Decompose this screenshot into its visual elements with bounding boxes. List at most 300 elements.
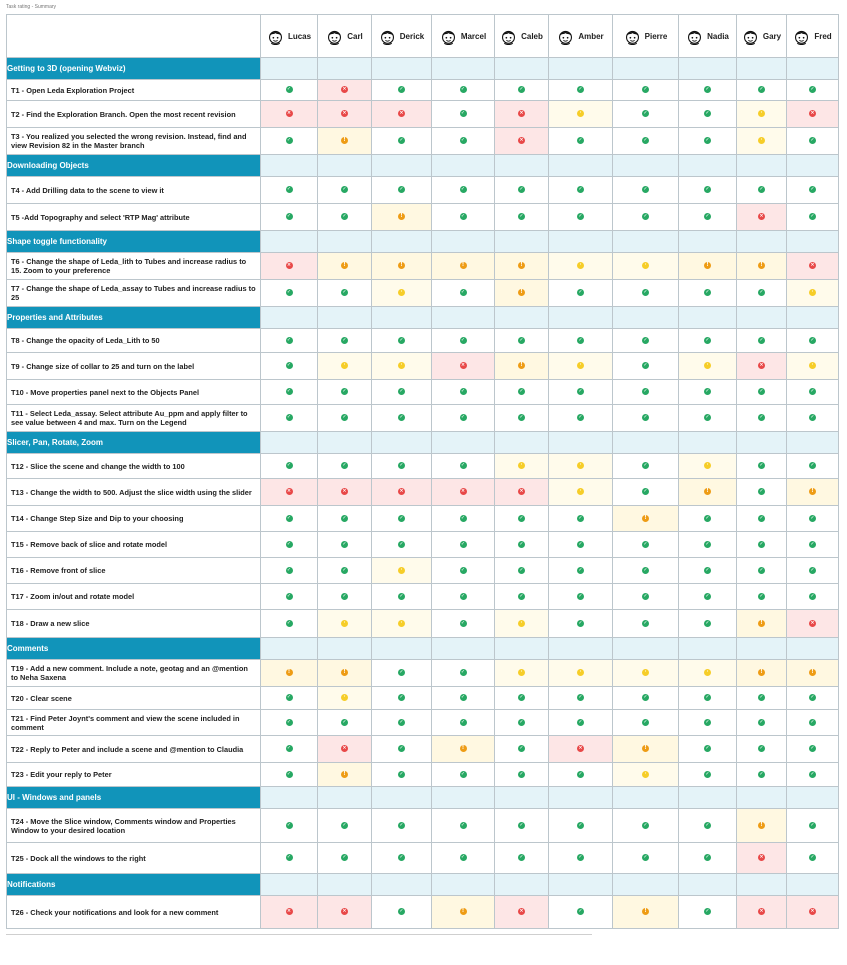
participant-name: Nadia <box>707 31 729 41</box>
rating-cell-caleb <box>495 177 549 204</box>
section-spacer-cell <box>737 58 787 80</box>
pass-status-icon: ✓ <box>759 186 764 193</box>
pass-status-icon: ✓ <box>519 414 524 421</box>
task-row <box>7 809 839 843</box>
participant-header <box>432 28 494 45</box>
rating-cell-nadia <box>679 204 737 231</box>
pass-status-icon: ✓ <box>519 213 524 220</box>
pass-status-icon: ✓ <box>705 414 710 421</box>
minor-status-icon: · <box>577 669 584 676</box>
rating-cell-carl <box>318 710 372 736</box>
section-title: UI - Windows and panels <box>7 787 261 809</box>
pass-status-icon: ✓ <box>759 694 764 701</box>
warn-status-icon: ! <box>642 515 649 522</box>
rating-cell-fred <box>787 896 839 929</box>
rating-cell-pierre <box>613 896 679 929</box>
rating-cell-caleb <box>495 280 549 307</box>
rating-cell-derick <box>372 380 432 405</box>
rating-cell-lucas <box>261 353 318 380</box>
minor-status-icon: · <box>341 362 348 369</box>
minor-status-icon: · <box>642 771 649 778</box>
task-label: T12 - Slice the scene and change the width to 100 <box>7 454 261 479</box>
rating-cell-carl <box>318 809 372 843</box>
minor-status-icon: · <box>704 669 711 676</box>
pass-status-icon: ✓ <box>519 592 524 599</box>
rating-cell-pierre <box>613 506 679 532</box>
task-label: T7 - Change the shape of Leda_assay to Tubes and increase radius to 25 <box>7 280 261 307</box>
rating-cell-lucas <box>261 843 318 874</box>
rating-cell-lucas <box>261 177 318 204</box>
avatar-icon <box>686 28 703 45</box>
pass-status-icon: ✓ <box>286 289 292 296</box>
rating-cell-pierre <box>613 101 679 128</box>
warn-status-icon: ! <box>704 262 711 269</box>
warn-status-icon: ! <box>758 822 765 829</box>
rating-cell-nadia <box>679 736 737 763</box>
fail-status-icon: × <box>810 619 815 626</box>
section-title: Downloading Objects <box>7 155 261 177</box>
section-row <box>7 787 839 809</box>
task-row <box>7 506 839 532</box>
rating-cell-marcel <box>432 736 495 763</box>
rating-cell-carl <box>318 687 372 710</box>
pass-status-icon: ✓ <box>460 540 466 547</box>
task-label: T25 - Dock all the windows to the right <box>7 843 261 874</box>
task-label: T1 - Open Leda Exploration Project <box>7 80 261 101</box>
rating-cell-pierre <box>613 558 679 584</box>
warn-status-icon: ! <box>642 908 649 915</box>
rating-cell-fred <box>787 177 839 204</box>
section-spacer-cell <box>613 874 679 896</box>
rating-cell-carl <box>318 454 372 479</box>
pass-status-icon: ✓ <box>705 908 710 915</box>
pass-status-icon: ✓ <box>286 514 292 521</box>
pass-status-icon: ✓ <box>759 592 764 599</box>
pass-status-icon: ✓ <box>399 854 404 861</box>
participant-header <box>372 28 431 45</box>
warn-status-icon: ! <box>341 137 348 144</box>
pass-status-icon: ✓ <box>519 186 524 193</box>
pass-status-icon: ✓ <box>643 110 648 117</box>
pass-status-icon: ✓ <box>286 414 292 421</box>
rating-cell-gary <box>737 843 787 874</box>
rating-cell-carl <box>318 506 372 532</box>
section-spacer-cell <box>737 638 787 660</box>
rating-cell-nadia <box>679 280 737 307</box>
rating-cell-carl <box>318 558 372 584</box>
rating-cell-amber <box>549 763 613 787</box>
rating-cell-lucas <box>261 479 318 506</box>
rating-cell-marcel <box>432 280 495 307</box>
pass-status-icon: ✓ <box>342 540 347 547</box>
rating-cell-lucas <box>261 896 318 929</box>
rating-cell-fred <box>787 353 839 380</box>
section-spacer-cell <box>495 307 549 329</box>
pass-status-icon: ✓ <box>342 186 347 193</box>
rating-cell-derick <box>372 558 432 584</box>
task-row <box>7 736 839 763</box>
rating-cell-carl <box>318 353 372 380</box>
rating-cell-carl <box>318 280 372 307</box>
pass-status-icon: ✓ <box>519 86 524 93</box>
fail-status-icon: × <box>810 110 815 117</box>
participant-name: Carl <box>347 31 363 41</box>
minor-status-icon: · <box>704 462 711 469</box>
rating-cell-lucas <box>261 101 318 128</box>
rating-cell-lucas <box>261 405 318 432</box>
rating-cell-caleb <box>495 80 549 101</box>
pass-status-icon: ✓ <box>399 86 404 93</box>
rating-cell-fred <box>787 736 839 763</box>
rating-cell-carl <box>318 80 372 101</box>
pass-status-icon: ✓ <box>643 854 648 861</box>
pass-status-icon: ✓ <box>643 540 648 547</box>
section-spacer-cell <box>495 58 549 80</box>
section-spacer-cell <box>318 874 372 896</box>
pass-status-icon: ✓ <box>460 514 466 521</box>
rating-cell-nadia <box>679 843 737 874</box>
section-spacer-cell <box>613 307 679 329</box>
warn-status-icon: ! <box>398 213 405 220</box>
pass-status-icon: ✓ <box>460 462 466 469</box>
rating-cell-pierre <box>613 177 679 204</box>
section-spacer-cell <box>261 58 318 80</box>
pass-status-icon: ✓ <box>460 770 466 777</box>
rating-cell-amber <box>549 380 613 405</box>
task-label: T10 - Move properties panel next to the Objects Panel <box>7 380 261 405</box>
minor-status-icon: · <box>704 362 711 369</box>
pass-status-icon: ✓ <box>286 566 292 573</box>
pass-status-icon: ✓ <box>705 770 710 777</box>
section-spacer-cell <box>432 231 495 253</box>
rating-cell-caleb <box>495 763 549 787</box>
rating-cell-gary <box>737 101 787 128</box>
pass-status-icon: ✓ <box>810 213 815 220</box>
task-label: T22 - Reply to Peter and include a scene and @mention to Claudia <box>7 736 261 763</box>
task-row <box>7 405 839 432</box>
pass-status-icon: ✓ <box>342 336 347 343</box>
task-row <box>7 532 839 558</box>
section-spacer-cell <box>318 58 372 80</box>
rating-cell-nadia <box>679 687 737 710</box>
pass-status-icon: ✓ <box>578 694 583 701</box>
rating-cell-lucas <box>261 584 318 610</box>
rating-cell-nadia <box>679 80 737 101</box>
rating-cell-marcel <box>432 253 495 280</box>
rating-cell-caleb <box>495 710 549 736</box>
avatar-icon <box>379 28 396 45</box>
pass-status-icon: ✓ <box>759 388 764 395</box>
minor-status-icon: · <box>577 362 584 369</box>
task-row <box>7 558 839 584</box>
rating-cell-fred <box>787 584 839 610</box>
rating-cell-derick <box>372 80 432 101</box>
rating-cell-amber <box>549 253 613 280</box>
fail-status-icon: × <box>342 488 347 495</box>
minor-status-icon: · <box>642 262 649 269</box>
rating-cell-amber <box>549 353 613 380</box>
section-spacer-cell <box>495 638 549 660</box>
rating-cell-gary <box>737 405 787 432</box>
rating-cell-gary <box>737 280 787 307</box>
rating-cell-gary <box>737 128 787 155</box>
avatar-icon <box>500 28 517 45</box>
rating-cell-nadia <box>679 329 737 353</box>
pass-status-icon: ✓ <box>705 540 710 547</box>
section-title: Notifications <box>7 874 261 896</box>
pass-status-icon: ✓ <box>705 213 710 220</box>
section-spacer-cell <box>261 231 318 253</box>
rating-cell-fred <box>787 329 839 353</box>
rating-cell-lucas <box>261 280 318 307</box>
rating-cell-caleb <box>495 506 549 532</box>
rating-cell-lucas <box>261 610 318 638</box>
rating-cell-carl <box>318 101 372 128</box>
rating-cell-nadia <box>679 558 737 584</box>
pass-status-icon: ✓ <box>705 137 710 144</box>
pass-status-icon: ✓ <box>519 540 524 547</box>
avatar-icon <box>793 28 810 45</box>
rating-cell-marcel <box>432 353 495 380</box>
rating-cell-amber <box>549 710 613 736</box>
rating-cell-pierre <box>613 610 679 638</box>
page-label: Task rating - Summary <box>6 4 57 10</box>
task-label: T8 - Change the opacity of Leda_Lith to 50 <box>7 329 261 353</box>
rating-cell-nadia <box>679 454 737 479</box>
rating-cell-fred <box>787 660 839 687</box>
pass-status-icon: ✓ <box>286 854 292 861</box>
rating-cell-pierre <box>613 763 679 787</box>
rating-cell-gary <box>737 687 787 710</box>
rating-cell-caleb <box>495 809 549 843</box>
warn-status-icon: ! <box>341 262 348 269</box>
rating-cell-gary <box>737 584 787 610</box>
rating-cell-gary <box>737 809 787 843</box>
section-row <box>7 231 839 253</box>
pass-status-icon: ✓ <box>519 854 524 861</box>
section-spacer-cell <box>495 231 549 253</box>
section-spacer-cell <box>679 874 737 896</box>
section-spacer-cell <box>787 155 839 177</box>
warn-status-icon: ! <box>518 362 525 369</box>
rating-cell-nadia <box>679 506 737 532</box>
task-row <box>7 380 839 405</box>
rating-cell-carl <box>318 380 372 405</box>
rating-cell-lucas <box>261 454 318 479</box>
fail-status-icon: × <box>759 362 764 369</box>
warn-status-icon: ! <box>518 262 525 269</box>
rating-cell-carl <box>318 329 372 353</box>
section-spacer-cell <box>549 787 613 809</box>
pass-status-icon: ✓ <box>399 336 404 343</box>
rating-cell-fred <box>787 101 839 128</box>
pass-status-icon: ✓ <box>286 540 292 547</box>
rating-cell-pierre <box>613 532 679 558</box>
rating-cell-gary <box>737 329 787 353</box>
rating-cell-amber <box>549 454 613 479</box>
minor-status-icon: · <box>398 567 405 574</box>
section-spacer-cell <box>787 307 839 329</box>
minor-status-icon: · <box>398 289 405 296</box>
section-spacer-cell <box>261 155 318 177</box>
rating-cell-amber <box>549 896 613 929</box>
section-spacer-cell <box>372 432 432 454</box>
rating-cell-gary <box>737 763 787 787</box>
pass-status-icon: ✓ <box>643 488 648 495</box>
pass-status-icon: ✓ <box>460 86 466 93</box>
section-spacer-cell <box>787 58 839 80</box>
section-spacer-cell <box>549 307 613 329</box>
avatar-icon <box>624 28 641 45</box>
avatar-icon <box>326 28 343 45</box>
pass-status-icon: ✓ <box>759 745 764 752</box>
section-spacer-cell <box>737 231 787 253</box>
section-spacer-cell <box>613 58 679 80</box>
rating-cell-gary <box>737 353 787 380</box>
pass-status-icon: ✓ <box>705 289 710 296</box>
rating-cell-amber <box>549 128 613 155</box>
section-spacer-cell <box>372 874 432 896</box>
task-label: T17 - Zoom in/out and rotate model <box>7 584 261 610</box>
pass-status-icon: ✓ <box>643 718 648 725</box>
fail-status-icon: × <box>460 488 466 495</box>
rating-cell-marcel <box>432 896 495 929</box>
minor-status-icon: · <box>642 669 649 676</box>
rating-cell-caleb <box>495 736 549 763</box>
rating-cell-lucas <box>261 204 318 231</box>
pass-status-icon: ✓ <box>460 213 466 220</box>
pass-status-icon: ✓ <box>519 566 524 573</box>
warn-status-icon: ! <box>341 669 348 676</box>
rating-cell-amber <box>549 843 613 874</box>
section-spacer-cell <box>261 787 318 809</box>
pass-status-icon: ✓ <box>810 770 815 777</box>
rating-cell-gary <box>737 479 787 506</box>
task-row <box>7 253 839 280</box>
pass-status-icon: ✓ <box>643 619 648 626</box>
fail-status-icon: × <box>286 488 292 495</box>
pass-status-icon: ✓ <box>643 186 648 193</box>
section-spacer-cell <box>613 231 679 253</box>
pass-status-icon: ✓ <box>519 770 524 777</box>
pass-status-icon: ✓ <box>460 336 466 343</box>
rating-cell-derick <box>372 479 432 506</box>
pass-status-icon: ✓ <box>578 619 583 626</box>
task-row <box>7 896 839 929</box>
participant-name: Caleb <box>521 31 543 41</box>
rating-cell-derick <box>372 101 432 128</box>
rating-cell-gary <box>737 710 787 736</box>
rating-cell-fred <box>787 380 839 405</box>
rating-cell-carl <box>318 843 372 874</box>
pass-status-icon: ✓ <box>810 566 815 573</box>
section-spacer-cell <box>432 787 495 809</box>
pass-status-icon: ✓ <box>399 908 404 915</box>
rating-cell-nadia <box>679 380 737 405</box>
participant-header <box>549 28 612 45</box>
section-spacer-cell <box>679 432 737 454</box>
minor-status-icon: · <box>341 694 348 701</box>
pass-status-icon: ✓ <box>810 718 815 725</box>
pass-status-icon: ✓ <box>578 821 583 828</box>
rating-cell-nadia <box>679 405 737 432</box>
section-row <box>7 307 839 329</box>
minor-status-icon: · <box>577 262 584 269</box>
rating-cell-nadia <box>679 896 737 929</box>
rating-cell-derick <box>372 896 432 929</box>
section-spacer-cell <box>613 787 679 809</box>
pass-status-icon: ✓ <box>705 619 710 626</box>
pass-status-icon: ✓ <box>578 86 583 93</box>
pass-status-icon: ✓ <box>286 362 292 369</box>
rating-cell-nadia <box>679 479 737 506</box>
rating-cell-lucas <box>261 380 318 405</box>
rating-cell-gary <box>737 506 787 532</box>
section-spacer-cell <box>549 231 613 253</box>
warn-status-icon: ! <box>286 669 293 676</box>
rating-cell-fred <box>787 479 839 506</box>
rating-cell-marcel <box>432 454 495 479</box>
pass-status-icon: ✓ <box>519 745 524 752</box>
rating-cell-fred <box>787 843 839 874</box>
warn-status-icon: ! <box>704 488 711 495</box>
task-label: T19 - Add a new comment. Include a note, geotag and an @mention to Neha Saxena <box>7 660 261 687</box>
section-row <box>7 432 839 454</box>
section-spacer-cell <box>261 638 318 660</box>
rating-cell-pierre <box>613 660 679 687</box>
section-spacer-cell <box>679 155 737 177</box>
pass-status-icon: ✓ <box>705 854 710 861</box>
rating-cell-carl <box>318 610 372 638</box>
rating-cell-pierre <box>613 736 679 763</box>
pass-status-icon: ✓ <box>342 718 347 725</box>
rating-cell-marcel <box>432 380 495 405</box>
rating-cell-amber <box>549 204 613 231</box>
rating-cell-pierre <box>613 280 679 307</box>
pass-status-icon: ✓ <box>342 462 347 469</box>
minor-status-icon: · <box>809 289 816 296</box>
task-row <box>7 763 839 787</box>
rating-cell-derick <box>372 353 432 380</box>
task-label: T2 - Find the Exploration Branch. Open the most recent revision <box>7 101 261 128</box>
pass-status-icon: ✓ <box>342 514 347 521</box>
section-spacer-cell <box>679 58 737 80</box>
task-label: T21 - Find Peter Joynt's comment and view the scene included in comment <box>7 710 261 736</box>
rating-cell-derick <box>372 710 432 736</box>
task-row <box>7 280 839 307</box>
pass-status-icon: ✓ <box>286 770 292 777</box>
rating-cell-marcel <box>432 479 495 506</box>
warn-status-icon: ! <box>460 908 467 915</box>
rating-cell-gary <box>737 177 787 204</box>
rating-cell-marcel <box>432 329 495 353</box>
participant-carl <box>318 15 372 58</box>
fail-status-icon: × <box>519 908 524 915</box>
pass-status-icon: ✓ <box>578 854 583 861</box>
section-row <box>7 58 839 80</box>
pass-status-icon: ✓ <box>643 821 648 828</box>
rating-cell-caleb <box>495 253 549 280</box>
rating-cell-marcel <box>432 405 495 432</box>
minor-status-icon: · <box>758 137 765 144</box>
participant-header <box>495 28 548 45</box>
rating-cell-gary <box>737 558 787 584</box>
section-spacer-cell <box>261 307 318 329</box>
pass-status-icon: ✓ <box>705 86 710 93</box>
section-spacer-cell <box>372 231 432 253</box>
rating-cell-pierre <box>613 687 679 710</box>
pass-status-icon: ✓ <box>519 514 524 521</box>
